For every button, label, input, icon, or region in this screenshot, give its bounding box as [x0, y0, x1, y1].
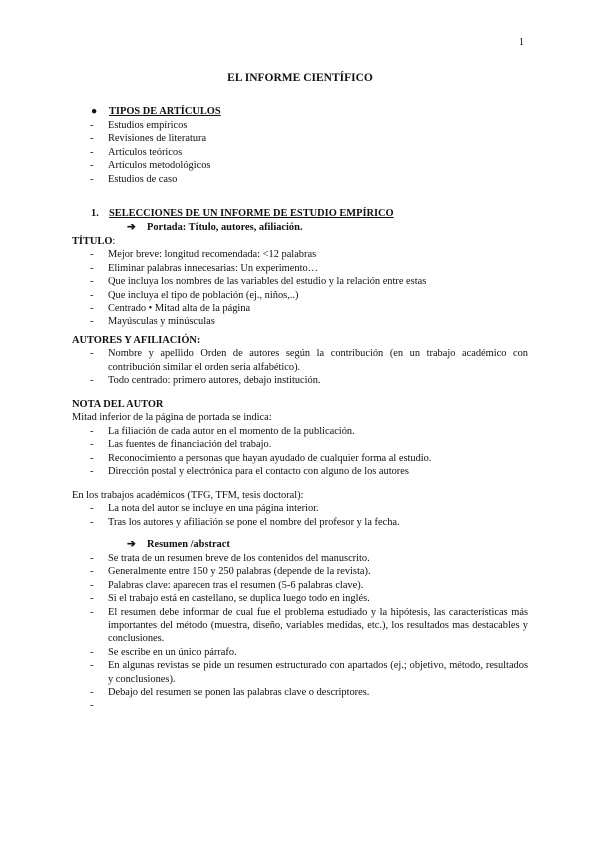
bullet-icon: ● — [91, 106, 98, 117]
portada-heading: Portada: Título, autores, afiliación. — [147, 222, 303, 233]
types-heading: TIPOS DE ARTÍCULOS — [109, 106, 221, 117]
section-number: 1. — [91, 208, 99, 219]
list-item: - Debajo del resumen se ponen las palabras clave o descriptores. — [90, 687, 370, 699]
titulo-list — [72, 248, 528, 328]
list-item: - El resumen debe informar de cual fue el problema estudiado y la hipótesis, las características más importantes del método (muestra, diseño, variables medidas, etc.), los resultados mas destacables y conclusiones. — [90, 606, 528, 645]
list-item: - Estudios empíricos — [90, 120, 188, 131]
resumen-block — [72, 552, 528, 713]
list-item: - Dirección postal y electrónica para el contacto con alguno de los autores — [90, 466, 409, 478]
list-item: - Se trata de un resumen breve de los contenidos del manuscrito. — [90, 553, 370, 564]
arrow-right-icon: ➔ — [127, 222, 136, 233]
list-item: - Centrado • Mitad alta de la página — [90, 303, 251, 315]
titulo-heading: TÍTULO: — [72, 236, 116, 247]
types-list-block — [72, 119, 528, 186]
types-list — [72, 119, 528, 186]
autores-heading: AUTORES Y AFILIACIÓN: — [72, 335, 201, 346]
list-item: - Generalmente entre 150 y 250 palabras (depende de la revista). — [90, 566, 371, 578]
list-item: - Las fuentes de financiación del trabajo. — [90, 439, 272, 451]
list-item: - Si el trabajo está en castellano, se duplica luego todo en inglés. — [90, 593, 370, 605]
page-number: 1 — [518, 37, 524, 48]
resumen-list — [72, 552, 528, 713]
portada-line — [127, 221, 302, 234]
resumen-line — [127, 538, 230, 551]
list-item: - Que incluya el tipo de población (ej., niños,..) — [90, 289, 299, 301]
titulo-block — [72, 235, 528, 329]
list-item: - La nota del autor se incluye en una página interior. — [90, 503, 319, 515]
list-item: - Eliminar palabras innecesarias: Un experimento… — [90, 262, 319, 274]
list-item: - Artículos metodológicos — [90, 160, 211, 172]
academic-list — [72, 502, 528, 529]
list-item: - Todo centrado: primero autores, debajo institución. — [90, 375, 321, 387]
list-item: - Reconocimiento a personas que hayan ayudado de cualquier forma al estudio. — [90, 452, 432, 464]
arrow-right-icon: ➔ — [127, 539, 136, 550]
list-item: - Nombre y apellido Orden de autores según la contribución (en un trabajo académico con contribución similar el orden sería alfabético). — [90, 348, 528, 373]
list-item: - Tras los autores y afiliación se pone el nombre del profesor y la fecha. — [90, 516, 400, 528]
list-item: - Mejor breve: longitud recomendada: <12 palabras — [90, 249, 317, 261]
list-item: - Artículos teóricos — [90, 146, 183, 158]
list-item: - La filiación de cada autor en el momento de la publicación. — [90, 425, 355, 437]
list-item: - Palabras clave: aparecen tras el resumen (5-6 palabras clave). — [90, 579, 364, 591]
list-item: - Revisiones de literatura — [90, 133, 207, 145]
nota-heading: NOTA DEL AUTOR — [72, 399, 164, 410]
list-item: - — [90, 700, 94, 712]
list-item: - Mayúsculas y minúsculas — [90, 316, 215, 328]
academic-intro: En los trabajos académicos (TFG, TFM, tesis doctoral): — [72, 490, 304, 501]
autores-block — [72, 334, 528, 388]
page-title: EL INFORME CIENTÍFICO — [227, 72, 373, 84]
section1-heading: SELECCIONES DE UN INFORME DE ESTUDIO EMPÍRICO — [109, 208, 394, 219]
list-item: - Estudios de caso — [90, 173, 178, 185]
list-item: - En algunas revistas se pide un resumen estructurado con apartados (ej.; objetivo, método, resultados y conclusiones). — [90, 660, 528, 685]
nota-block — [72, 398, 528, 478]
nota-list — [72, 425, 528, 479]
list-item: - Se escribe en un único párrafo. — [90, 646, 237, 658]
resumen-heading: Resumen /abstract — [147, 539, 230, 550]
academic-block — [72, 489, 528, 529]
autores-list — [72, 347, 528, 387]
list-item: - Que incluya los nombres de las variables del estudio y la relación entre estas — [90, 276, 427, 288]
nota-intro: Mitad inferior de la página de portada se indica: — [72, 412, 272, 424]
